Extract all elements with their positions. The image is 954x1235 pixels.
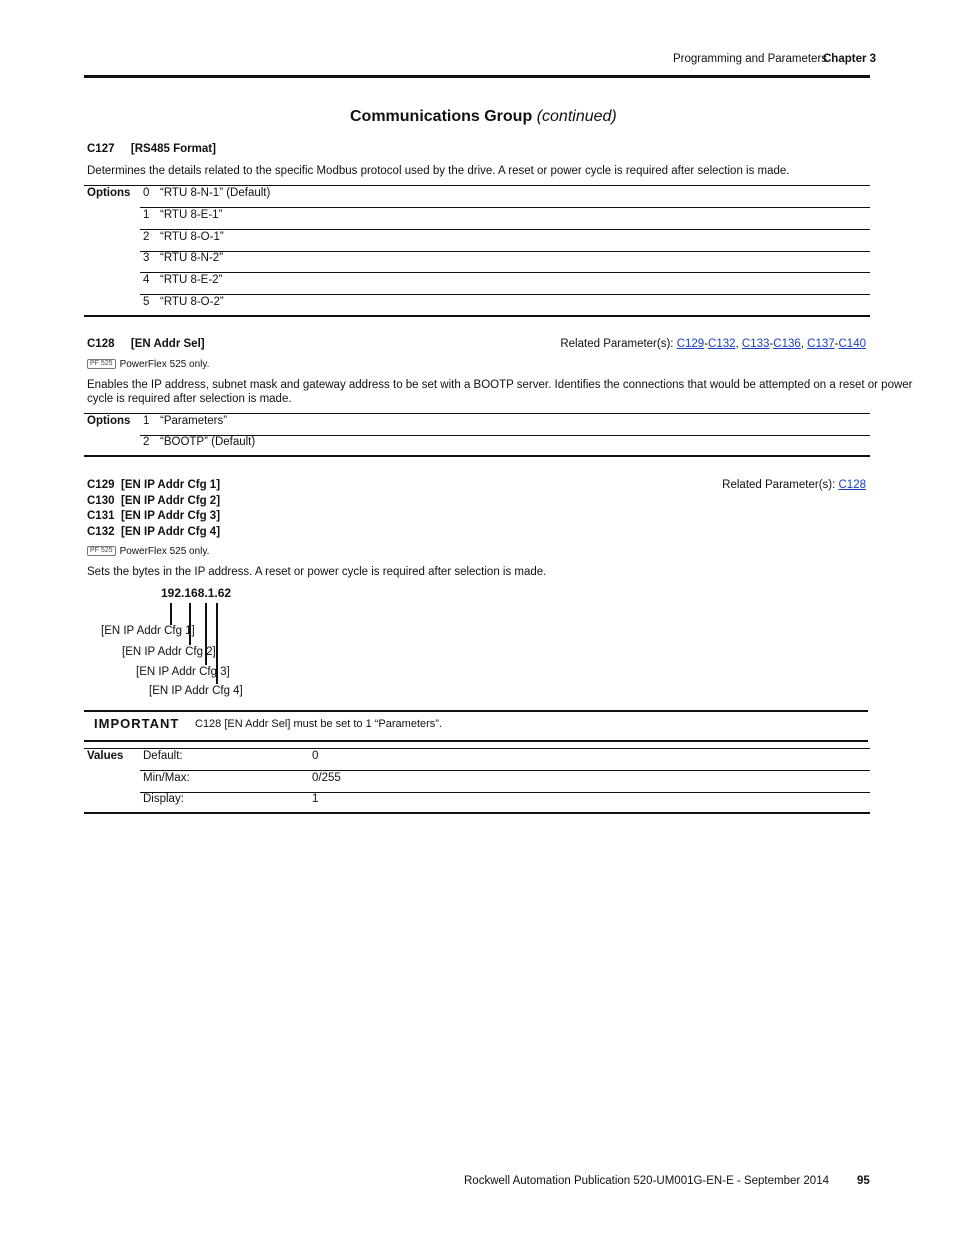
values-table-bottom [84, 812, 870, 814]
c128-table-bottom [84, 455, 870, 457]
param-code: C129 [87, 479, 115, 491]
c127-code: C127 [87, 143, 115, 155]
values-label: Values [87, 750, 124, 762]
option-text: “RTU 8-O-2” [160, 296, 224, 308]
footer-publication: Rockwell Automation Publication 520-UM001G-EN-E - September 2014 [464, 1175, 829, 1187]
c129-only-text: PowerFlex 525 only. [119, 546, 210, 557]
c128-related-label: Related Parameter(s): [560, 338, 674, 350]
title-main: Communications Group [350, 108, 533, 125]
param-name: [EN IP Addr Cfg 4] [121, 526, 221, 538]
value-value: 0/255 [312, 772, 341, 784]
option-number: 1 [143, 209, 150, 221]
c128-only-note [87, 359, 209, 370]
value-divider [140, 770, 870, 771]
option-divider [140, 272, 870, 273]
c129-related [722, 479, 866, 491]
important-label: IMPORTANT [94, 716, 180, 731]
c129-related-label: Related Parameter(s): [722, 479, 836, 491]
c128-name: [EN Addr Sel] [130, 338, 205, 350]
c128-description-line2: cycle is required after selection is made. [87, 393, 292, 405]
option-number: 2 [143, 231, 150, 243]
c128-comma1: , [735, 338, 742, 350]
option-text: “BOOTP” (Default) [160, 436, 256, 448]
c128-options-label: Options [87, 415, 131, 427]
value-label: Default: [143, 750, 183, 762]
header-chapter: Chapter 3 [823, 53, 877, 65]
c128-link-c136[interactable]: C136 [773, 338, 801, 350]
param-code: C131 [87, 510, 115, 522]
ip-example: 192.168.1.62 [161, 586, 232, 600]
option-text: “RTU 8-E-2” [160, 274, 223, 286]
c128-code: C128 [87, 338, 115, 350]
option-number: 0 [143, 187, 150, 199]
c128-link-c140[interactable]: C140 [838, 338, 866, 350]
param-code: C132 [87, 526, 115, 538]
c127-table-bottom [84, 315, 870, 317]
ip-bracket-2 [189, 603, 191, 645]
option-text: “RTU 8-E-1” [160, 209, 223, 221]
pf525-badge-icon: PF 525 [87, 546, 116, 556]
c128-table-top [84, 413, 870, 414]
values-table-top [84, 748, 870, 749]
option-number: 2 [143, 436, 150, 448]
option-text: “RTU 8-N-2” [160, 252, 224, 264]
value-divider [140, 792, 870, 793]
value-label: Display: [143, 793, 184, 805]
page-title [350, 108, 617, 126]
option-number: 3 [143, 252, 150, 264]
ip-label-2: [EN IP Addr Cfg 2] [122, 646, 216, 658]
c128-link-c137[interactable]: C137 [807, 338, 835, 350]
option-text: “RTU 8-O-1” [160, 231, 224, 243]
param-name: [EN IP Addr Cfg 3] [121, 510, 221, 522]
c128-sep2: - [769, 338, 774, 350]
c127-table-top [84, 185, 870, 186]
c128-sep3: - [834, 338, 839, 350]
c127-options-label: Options [87, 187, 131, 199]
c128-link-c129[interactable]: C129 [676, 338, 705, 350]
important-top-rule [84, 710, 868, 712]
option-divider [140, 251, 870, 252]
c129-description: Sets the bytes in the IP address. A reset or power cycle is required after selection is made. [87, 566, 547, 578]
header-rule [84, 75, 870, 78]
param-code: C130 [87, 495, 115, 507]
option-text: “RTU 8-N-1” (Default) [160, 187, 271, 199]
c129-only-note [87, 546, 209, 557]
title-suffix: (continued) [536, 108, 617, 125]
value-label: Min/Max: [143, 772, 190, 784]
c129-link-c128[interactable]: C128 [838, 479, 866, 491]
option-number: 1 [143, 415, 150, 427]
c128-related [560, 338, 866, 350]
option-divider [140, 207, 870, 208]
c127-name: [RS485 Format] [130, 143, 216, 155]
c128-comma2: , [800, 338, 808, 350]
c127-description: Determines the details related to the specific Modbus protocol used by the drive. A reset or power cycle is required after selection is made. [87, 165, 790, 177]
c128-only-text: PowerFlex 525 only. [119, 359, 210, 370]
pf525-badge-icon: PF 525 [87, 359, 116, 369]
important-text: C128 [EN Addr Sel] must be set to 1 “Parameters”. [195, 718, 442, 730]
c128-heading [87, 338, 205, 350]
param-name: [EN IP Addr Cfg 2] [121, 495, 221, 507]
ip-label-1: [EN IP Addr Cfg 1] [101, 625, 195, 637]
c128-link-c133[interactable]: C133 [741, 338, 770, 350]
option-text: “Parameters” [160, 415, 228, 427]
option-divider [140, 294, 870, 295]
ip-label-4: [EN IP Addr Cfg 4] [149, 685, 243, 697]
option-number: 4 [143, 274, 150, 286]
footer-page-number: 95 [857, 1175, 870, 1187]
c127-heading [87, 143, 216, 155]
option-divider [140, 229, 870, 230]
value-value: 1 [312, 793, 319, 805]
option-number: 5 [143, 296, 150, 308]
param-name: [EN IP Addr Cfg 1] [121, 479, 221, 491]
ip-bracket-1 [170, 603, 172, 625]
ip-label-3: [EN IP Addr Cfg 3] [136, 666, 230, 678]
important-bottom-rule [84, 740, 868, 742]
header-section: Programming and Parameters [673, 53, 828, 65]
c128-description-line1: Enables the IP address, subnet mask and gateway address to be set with a BOOTP server. Identifies the connections that would be attempted on a reset or power [87, 379, 913, 391]
value-value: 0 [312, 750, 319, 762]
c128-sep1: - [704, 338, 709, 350]
c128-link-c132[interactable]: C132 [708, 338, 736, 350]
